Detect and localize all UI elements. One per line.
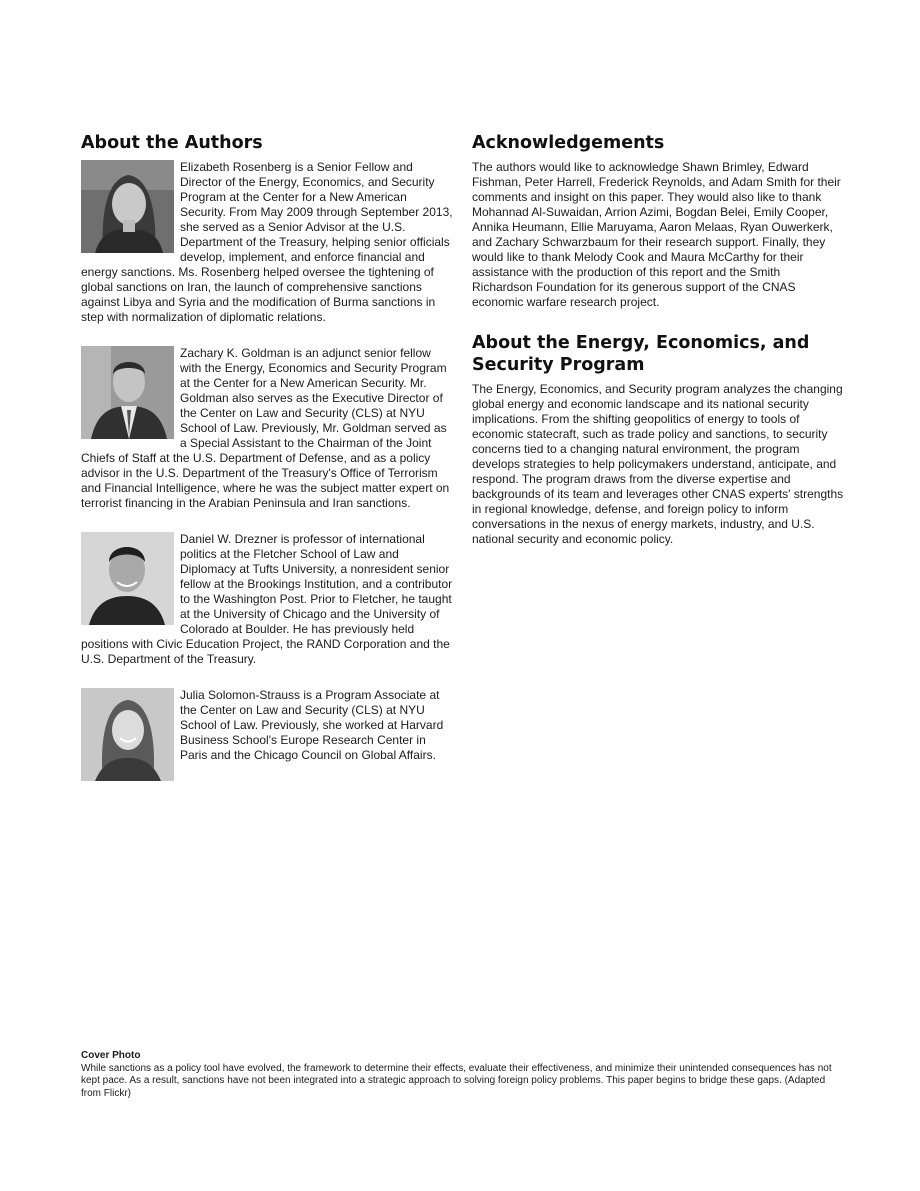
- bio-text: Daniel W. Drezner is professor of international politics at the Fletcher School of Law and Diplomacy at Tufts University, a nonresident senior fellow at the Brookings Institution, and a contributor to the Washington Post. Prior to Fletcher, he taught at the University of Chicago and the University of Colorado at Boulder. He has previously held positions with Civic Education Project, the RAND Corporation and the U.S. Department of the Treasury.: [81, 532, 453, 666]
- portrait-photo-solomon-strauss: [81, 688, 174, 781]
- portrait-photo-drezner: [81, 532, 174, 625]
- about-authors-column: [81, 132, 453, 781]
- program-heading: About the Energy, Economics, and Security Program: [472, 333, 810, 375]
- cover-photo-title: Cover Photo: [81, 1050, 141, 1061]
- acknowledgements-text: The authors would like to acknowledge Shawn Brimley, Edward Fishman, Peter Harrell, Frederick Reynolds, and Adam Smith for their comments and insight on this paper. They would also like to thank Mohannad Al-Suwaidan, Arrion Azimi, Bogdan Belei, Emily Cooper, Annika Heumann, Ellie Maruyama, Aaron Melaas, Ryan Ouwerkerk, and Zachary Schwarzbaum for their research support. Finally, they would like to thank Melody Cook and Maura McCarthy for their assistance with the production of this report and the Smith Richardson Foundation for its generous support of the CNAS economic warfare research project.: [472, 160, 841, 309]
- author-bio-solomon-strauss: [81, 688, 453, 781]
- portrait-photo-rosenberg: [81, 160, 174, 253]
- bio-text: Zachary K. Goldman is an adjunct senior fellow with the Energy, Economics and Security Program at the Center for a New American Security. Mr. Goldman also serves as the Executive Director of the Center on Law and Security (CLS) at NYU School of Law. Previously, Mr. Goldman served as a Special Assistant to the Chairman of the Joint Chiefs of Staff at the U.S. Department of Defense, and as a policy advisor in the U.S. Department of the Treasury's Office of Terrorism and Financial Intelligence, where he was the subject matter expert on terrorist financing in the Arabian Peninsula and Iran sanctions.: [81, 346, 450, 510]
- program-text: The Energy, Economics, and Security program analyzes the changing global energy and economic landscape and its national security implications. From the shifting geopolitics of energy to tools of economic statecraft, such as trade policy and sanctions, to security concerns tied to a changing natural environment, the program develops strategies to help policymakers understand, anticipate, and respond. The program draws from the diverse expertise and backgrounds of its team and leverages other CNAS experts' strengths in regional knowledge, defense, and foreign policy to inform conversations in the nexus of energy markets, industry, and U.S. national security and economic policy.: [472, 382, 844, 546]
- bio-text: Julia Solomon-Strauss is a Program Associate at the Center on Law and Security (CLS) at NYU School of Law. Previously, she worked at Harvard Business School's Europe Research Center in Paris and the Chicago Council on Global Affairs.: [180, 688, 444, 762]
- author-bio-goldman: [81, 346, 453, 511]
- cover-photo-text: While sanctions as a policy tool have evolved, the framework to determine their effects, evaluate their effectiveness, and minimize their unintended consequences has not kept pace. As a result, sanctions have not been integrated into a strategic approach to solving foreign policy problems. This paper begins to bridge these gaps. (Adapted from Flickr): [81, 1062, 832, 1099]
- portrait-photo-goldman: [81, 346, 174, 439]
- acknowledgements-heading: Acknowledgements: [472, 133, 665, 153]
- right-column: [472, 132, 844, 547]
- cover-photo-caption: [81, 1050, 841, 1100]
- author-bio-drezner: [81, 532, 453, 667]
- author-bio-rosenberg: [81, 160, 453, 325]
- bio-text: Elizabeth Rosenberg is a Senior Fellow and Director of the Energy, Economics, and Security Program at the Center for a New American Security. From May 2009 through September 2013, she served as a Senior Advisor at the U.S. Department of the Treasury, helping senior officials develop, implement, and enforce financial and energy sanctions. Ms. Rosenberg helped oversee the tightening of global sanctions on Iran, the launch of comprehensive sanctions against Libya and Syria and the modification of Burma sanctions in step with normalization of diplomatic relations.: [81, 160, 453, 324]
- about-authors-heading: About the Authors: [81, 133, 263, 153]
